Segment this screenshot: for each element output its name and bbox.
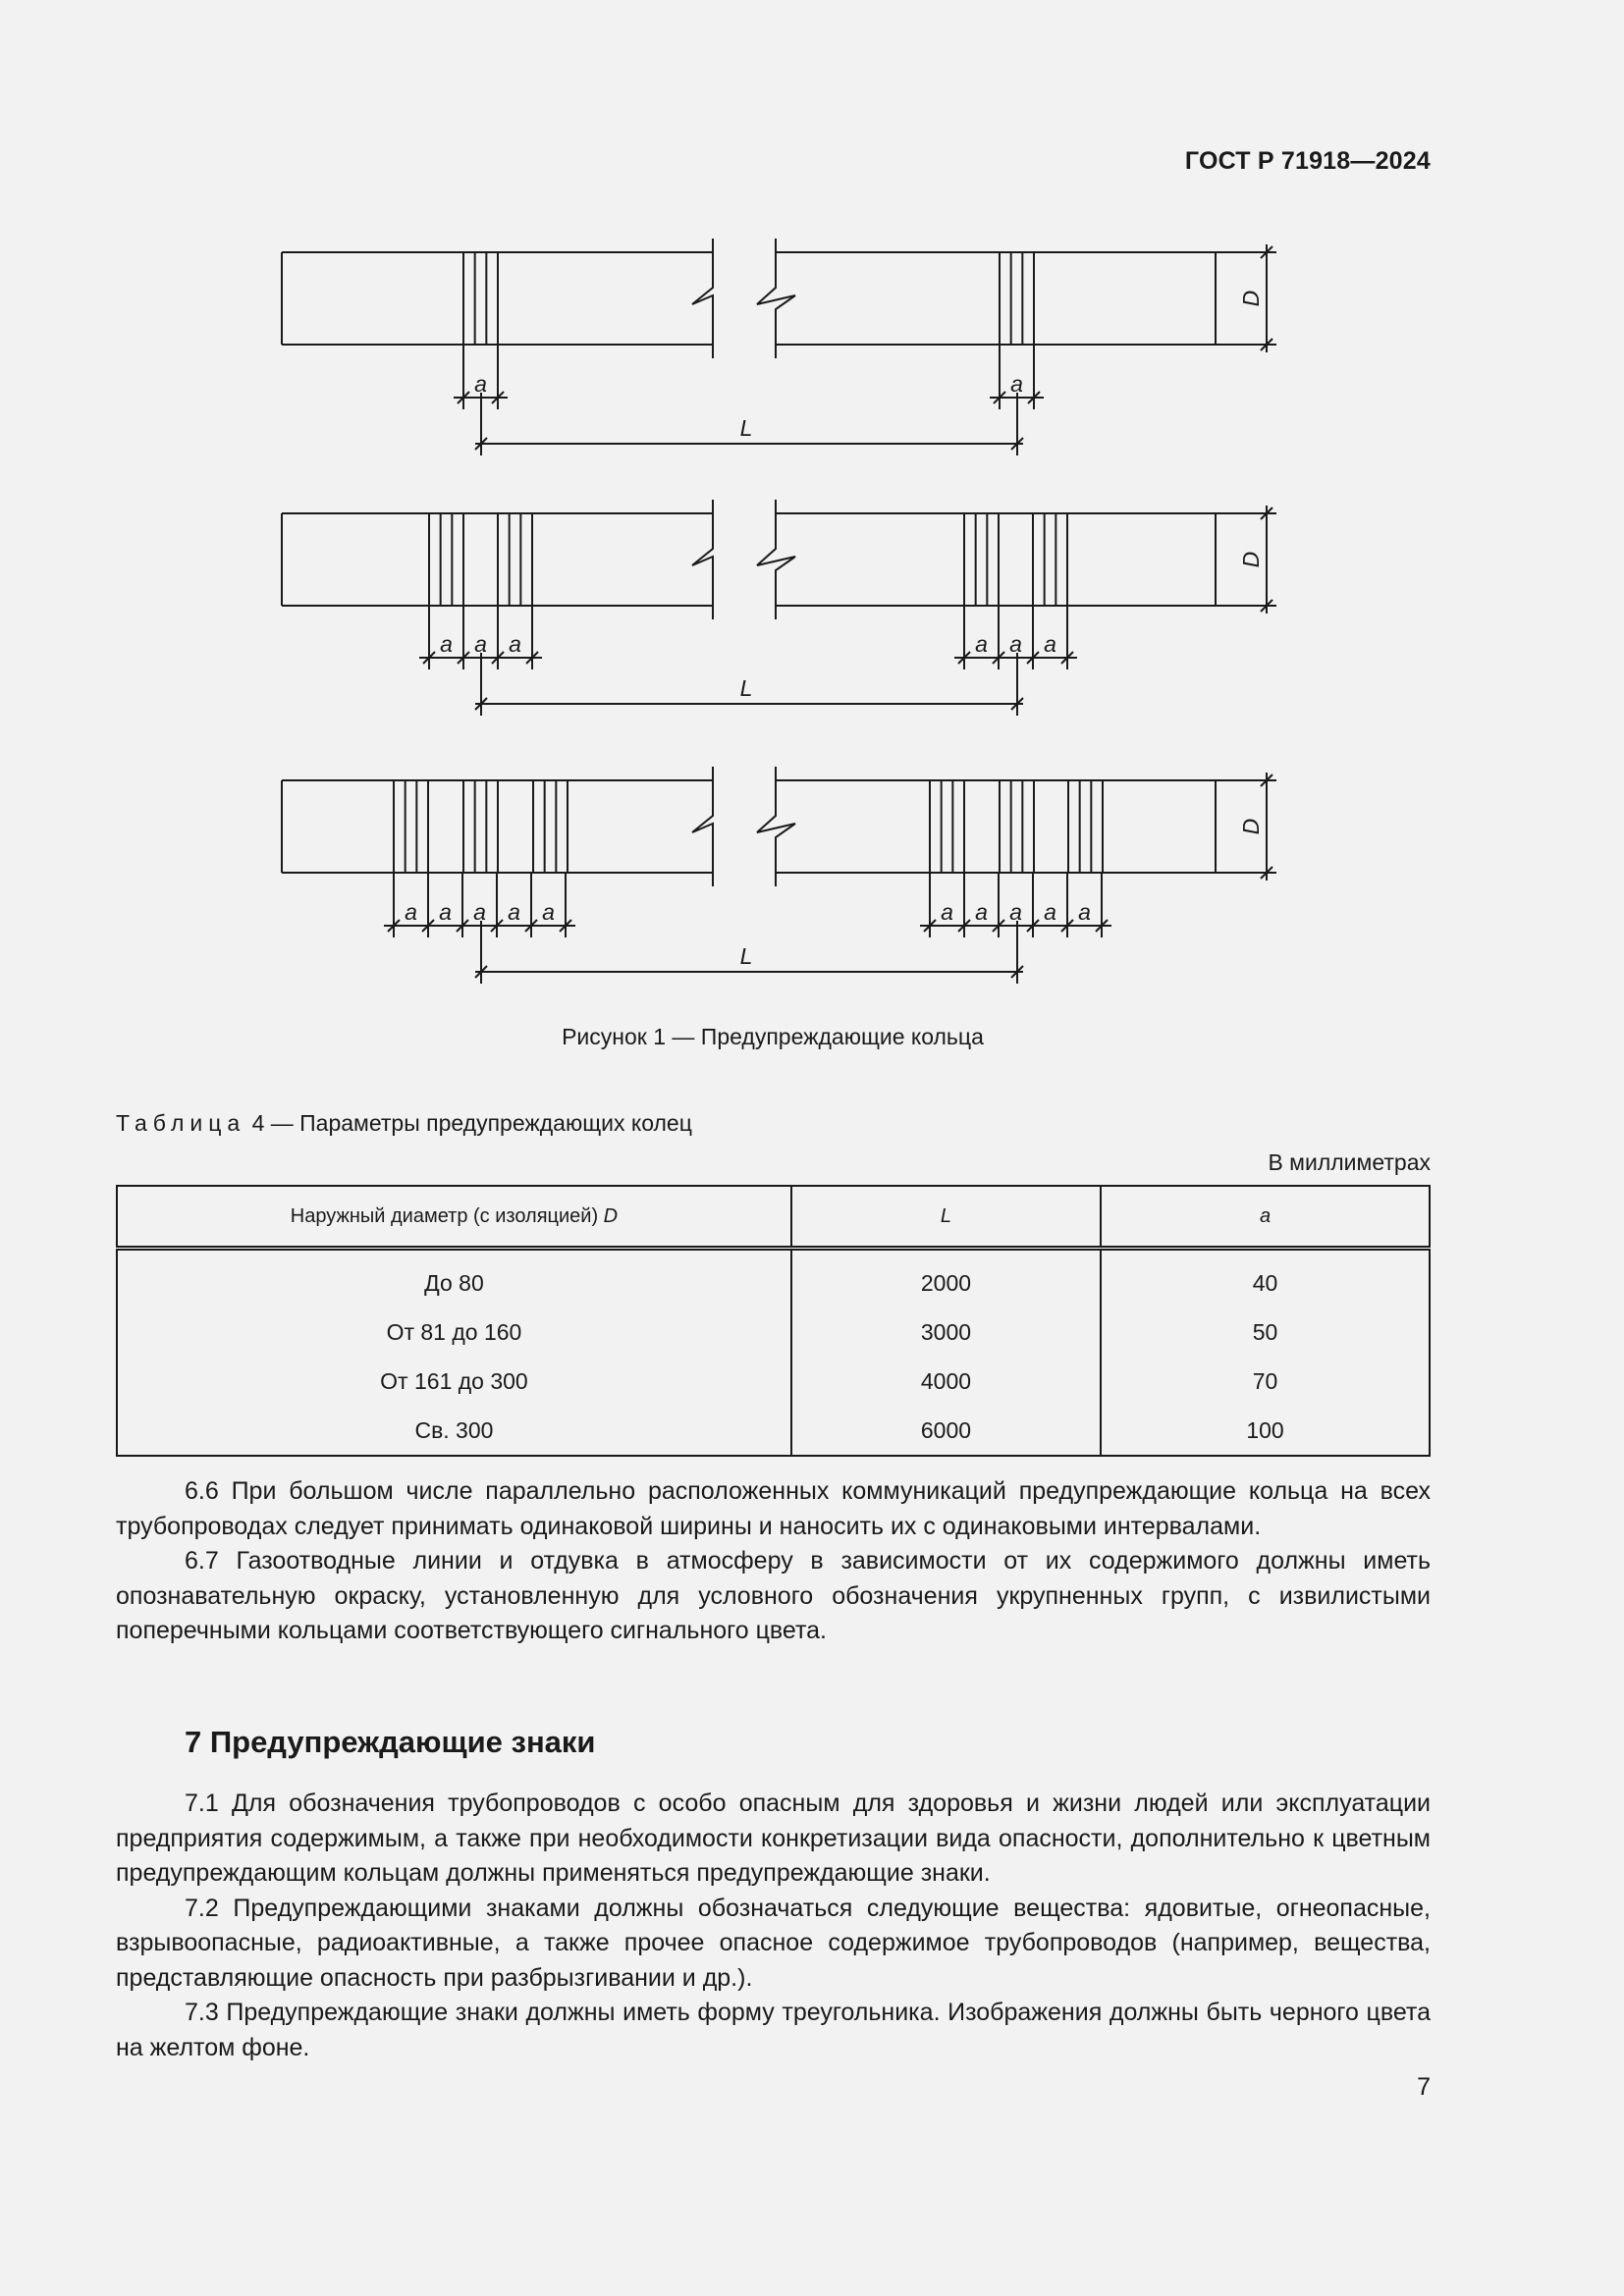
dim-label-a: a: [509, 631, 521, 657]
col-header-a: a: [1101, 1186, 1430, 1249]
break-line: [692, 500, 713, 619]
cell-a: 40: [1101, 1249, 1430, 1308]
cell-diameter: До 80: [117, 1249, 791, 1308]
dim-label-a: a: [975, 631, 988, 657]
section-6-paragraphs: [116, 1474, 1431, 1649]
dim-label-L: L: [739, 943, 753, 969]
warning-ring: [1000, 780, 1034, 873]
dim-label-a: a: [439, 899, 452, 925]
break-line: [692, 767, 713, 886]
dim-label-a: a: [440, 631, 453, 657]
table-title-prefix: Таблица: [116, 1110, 246, 1136]
cell-a: 70: [1101, 1357, 1430, 1406]
break-line: [757, 500, 795, 619]
cell-L: 6000: [791, 1406, 1101, 1456]
pipe-diagram-2: [282, 500, 1276, 716]
table-row: [117, 1406, 1430, 1456]
table-row: [117, 1308, 1430, 1357]
ring-parameters-table: [116, 1185, 1431, 1457]
dim-label-a: a: [508, 899, 520, 925]
dim-label-a: a: [1010, 371, 1023, 397]
col-header-L: L: [791, 1186, 1101, 1249]
warning-ring: [498, 513, 532, 606]
dim-label-a: a: [542, 899, 555, 925]
dim-label-a: a: [1044, 899, 1056, 925]
break-line: [757, 239, 795, 358]
table-units: В миллиметрах: [1268, 1149, 1431, 1175]
dim-label-a: a: [473, 899, 486, 925]
warning-ring: [463, 780, 498, 873]
cell-a: 50: [1101, 1308, 1430, 1357]
dim-label-a: a: [1009, 631, 1022, 657]
dim-label-D: D: [1238, 290, 1264, 307]
table-row: [117, 1357, 1430, 1406]
warning-ring: [1000, 252, 1034, 345]
table-title-text: 4 — Параметры предупреждающих колец: [245, 1110, 692, 1136]
break-line: [757, 767, 795, 886]
cell-diameter: Св. 300: [117, 1406, 791, 1456]
figure-caption: Рисунок 1 — Предупреждающие кольца: [562, 1024, 984, 1049]
warning-ring: [463, 252, 498, 345]
dim-label-a: a: [941, 899, 953, 925]
section-7-paragraphs: [116, 1787, 1431, 2065]
dim-label-L: L: [739, 415, 753, 441]
table-title: [116, 1110, 692, 1137]
dim-label-a: a: [474, 371, 487, 397]
section-7-heading: 7 Предупреждающие знаки: [185, 1725, 596, 1759]
dim-label-D: D: [1238, 551, 1264, 568]
paragraph-7-1: 7.1 Для обозначения трубопроводов с особо опасным для здоровья и жизни людей или эксплуатации предприятия содержимым, а также при необходимости конкретизации вида опасности, дополнительно к цветным предупреждающим кольцам должны применяться предупреждающие знаки.: [116, 1789, 1431, 1887]
paragraph-6-6: 6.6 При большом числе параллельно расположенных коммуникаций предупреждающие кольца на всех трубопроводах следует принимать одинаковой ширины и наносить их с одинаковыми интервалами.: [116, 1477, 1431, 1540]
cell-L: 3000: [791, 1308, 1101, 1357]
pipe-diagram-1: [282, 239, 1276, 455]
dim-label-a: a: [474, 631, 487, 657]
dim-label-a: a: [1078, 899, 1091, 925]
cell-L: 4000: [791, 1357, 1101, 1406]
warning-ring: [930, 780, 964, 873]
dim-label-a: a: [1009, 899, 1022, 925]
pipe-diagram-3: [282, 767, 1276, 984]
col-header-diameter: Наружный диаметр (с изоляцией) D: [117, 1186, 791, 1249]
dim-label-a: a: [975, 899, 988, 925]
cell-diameter: От 81 до 160: [117, 1308, 791, 1357]
break-line: [692, 239, 713, 358]
dim-label-L: L: [739, 675, 753, 701]
paragraph-7-2: 7.2 Предупреждающими знаками должны обозначаться следующие вещества: ядовитые, огнеопасные, взрывоопасные, радиоактивные, а также прочее опасное содержимое трубопроводов (например, вещества, представляющие опасность при разбрызгивании и др.).: [116, 1894, 1431, 1992]
warning-rings-figure: [0, 0, 1624, 1031]
cell-a: 100: [1101, 1406, 1430, 1456]
dim-label-a: a: [405, 899, 417, 925]
warning-ring: [533, 780, 568, 873]
paragraph-7-3: 7.3 Предупреждающие знаки должны иметь форму треугольника. Изображения должны быть черного цвета на желтом фоне.: [116, 1999, 1431, 2061]
dim-label-D: D: [1238, 818, 1264, 835]
dim-label-a: a: [1044, 631, 1056, 657]
warning-ring: [429, 513, 463, 606]
paragraph-6-7: 6.7 Газоотводные линии и отдувка в атмосферу в зависимости от их содержимого должны иметь опознавательную окраску, установленную для условного обозначения укрупненных групп, с извилистыми поперечными кольцами соответствующего сигнального цвета.: [116, 1547, 1431, 1644]
cell-L: 2000: [791, 1249, 1101, 1308]
warning-ring: [1033, 513, 1067, 606]
warning-ring: [394, 780, 428, 873]
page-number: 7: [1417, 2073, 1431, 2101]
document-id: ГОСТ Р 71918—2024: [1184, 147, 1431, 175]
warning-ring: [1068, 780, 1103, 873]
cell-diameter: От 161 до 300: [117, 1357, 791, 1406]
warning-ring: [964, 513, 999, 606]
table-row: [117, 1249, 1430, 1308]
